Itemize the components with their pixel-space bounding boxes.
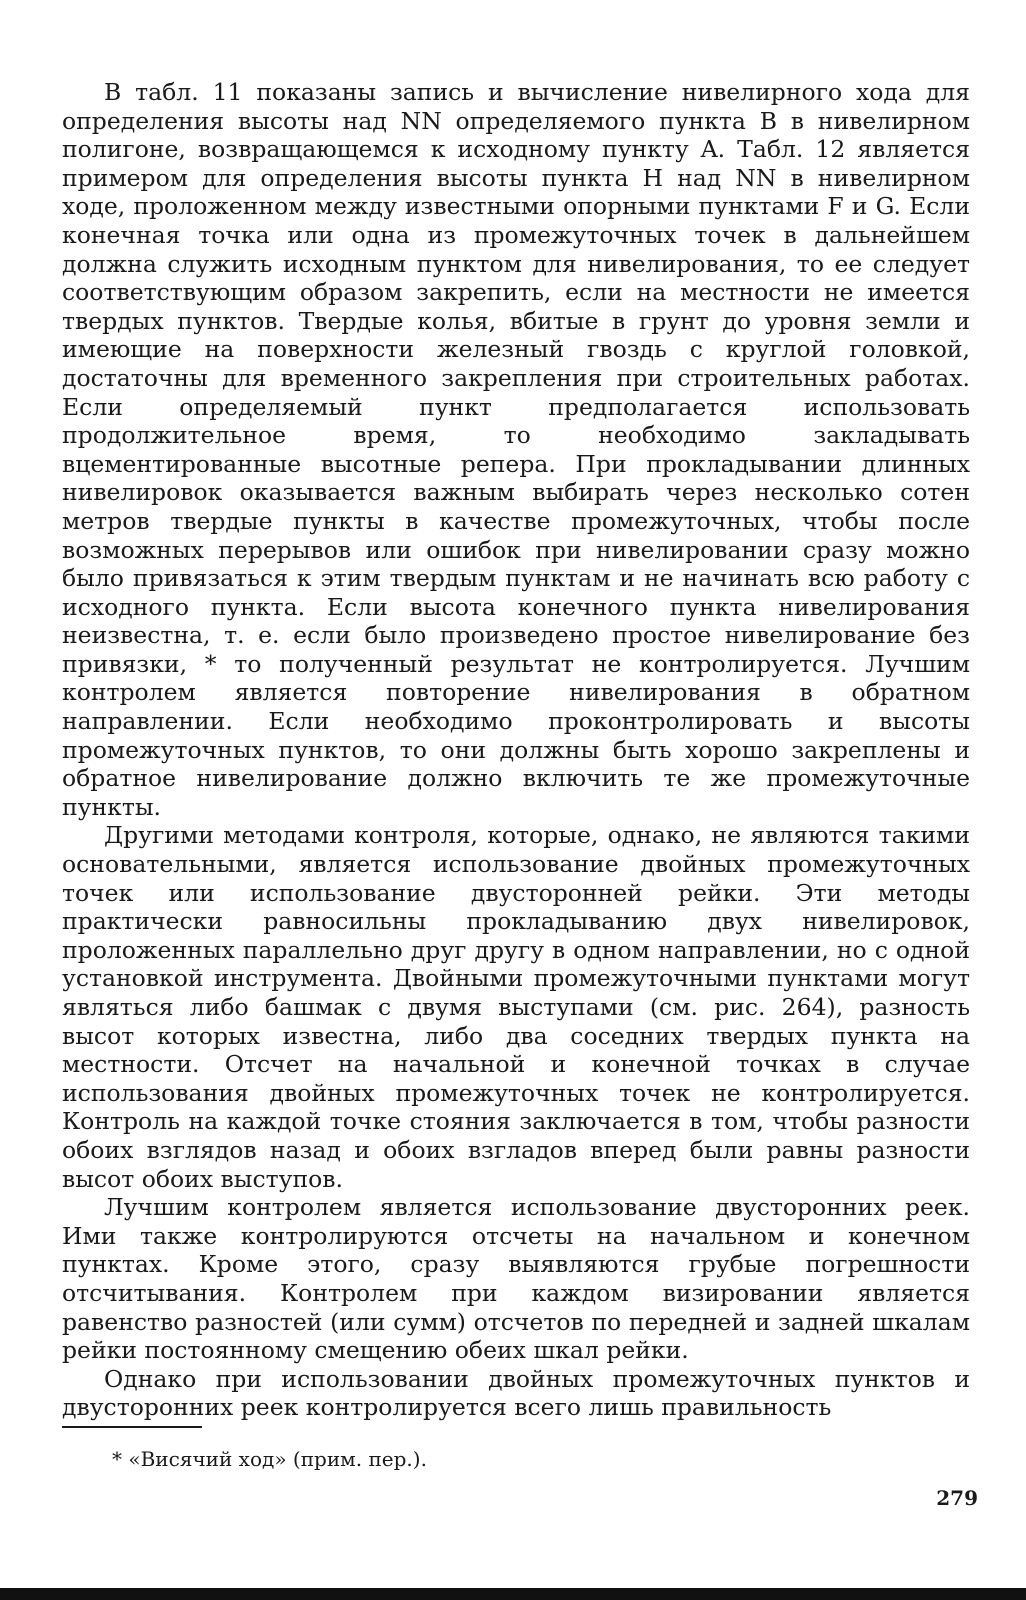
- page-body: [62, 78, 970, 1422]
- paragraph: Лучшим контролем является использование двусторонних реек. Ими также контролируются отсчеты на начальном и конечном пунктах. Кроме этого, сразу выявляются грубые погрешности отсчитывания. Контролем при каждом визировании является равенство разностей (или сумм) отсчетов по передней и задней шкалам рейки постоянному смещению обеих шкал рейки.: [62, 1193, 970, 1365]
- scan-edge: [0, 1588, 1026, 1600]
- footnote-divider: [62, 1426, 202, 1428]
- paragraph: В табл. 11 показаны запись и вычисление нивелирного хода для определения высоты над NN определяемого пункта B в нивелирном полигоне, возвращающемся к исходному пункту A. Табл. 12 является примером для определения высоты пункта H над NN в нивелирном ходе, проложенном между известными опорными пунктами F и G. Если конечная точка или одна из промежуточных точек в дальнейшем должна служить исходным пунктом для нивелирования, то ее следует соответствующим образом закрепить, если на местности не имеется твердых пунктов. Твердые колья, вбитые в грунт до уровня земли и имеющие на поверхности железный гвоздь с круглой головкой, достаточны для временного закрепления при строительных работах. Если определяемый пункт предполагается использовать продолжительное время, то необходимо закладывать вцементированные высотные репера. При прокладывании длинных нивелировок оказывается важным выбирать через несколько сотен метров твердые пункты в качестве промежуточных, чтобы после возможных перерывов или ошибок при нивелировании сразу можно было привязаться к этим твердым пунктам и не начинать всю работу с исходного пункта. Если высота конечного пункта нивелирования неизвестна, т. е. если было произведено простое нивелирование без привязки, * то полученный результат не контролируется. Лучшим контролем является повторение нивелирования в обратном направлении. Если необходимо проконтролировать и высоты промежуточных пунктов, то они должны быть хорошо закреплены и обратное нивелирование должно включить те же промежуточные пункты.: [62, 78, 970, 821]
- page-number: 279: [936, 1486, 978, 1510]
- footnote: * «Висячий ход» (прим. пер.).: [112, 1447, 427, 1471]
- paragraph: Другими методами контроля, которые, однако, не являются такими основательными, является использование двойных промежуточных точек или использование двусторонней рейки. Эти методы практически равносильны прокладыванию двух нивелировок, проложенных параллельно друг другу в одном направлении, но с одной установкой инструмента. Двойными промежуточными пунктами могут являться либо башмак с двумя выступами (см. рис. 264), разность высот которых известна, либо два соседних твердых пункта на местности. Отсчет на начальной и конечной точках в случае использования двойных промежуточных точек не контролируется. Контроль на каждой точке стояния заключается в том, чтобы разности обоих взглядов назад и обоих взгладов вперед были равны разности высот обоих выступов.: [62, 821, 970, 1193]
- paragraph: Однако при использовании двойных промежуточных пунктов и двусторонних реек контролируется всего лишь правильность: [62, 1364, 970, 1422]
